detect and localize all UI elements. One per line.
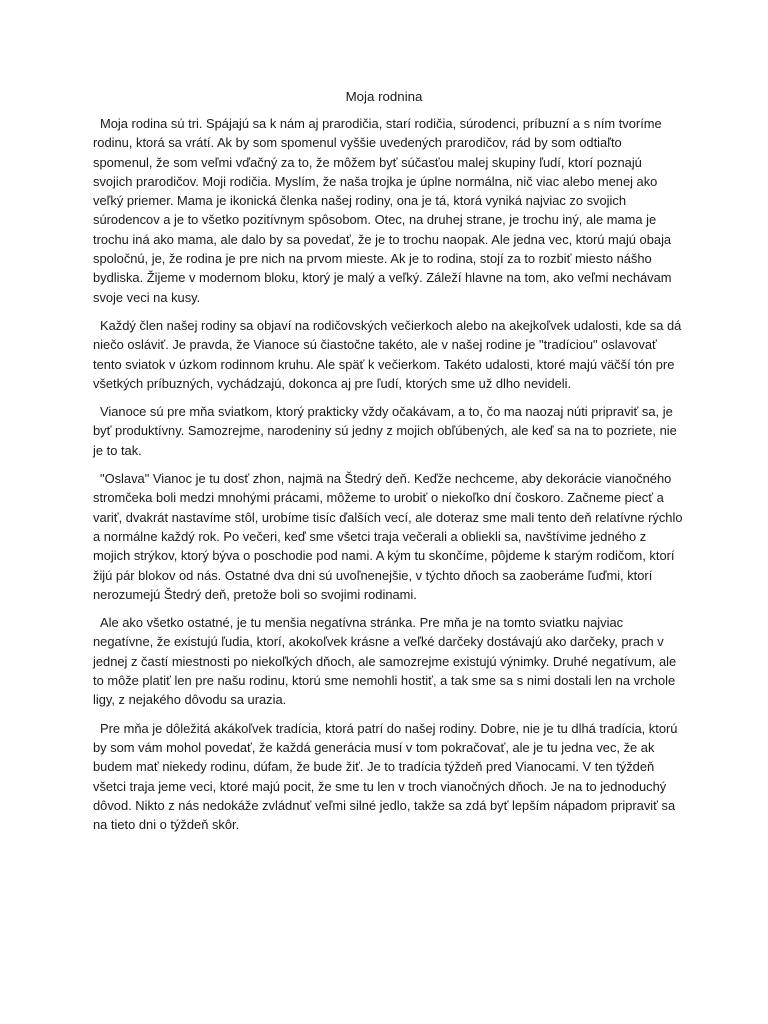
paragraph-3: Vianoce sú pre mňa sviatkom, ktorý prakticky vždy očakávam, a to, čo ma naozaj núti pripraviť sa, je byť produktívny. Samozrejme, narodeniny sú jedny z mojich obľúbených, ale keď sa na to pozriete, nie je to tak. (93, 404, 677, 458)
paragraph-1: Moja rodina sú tri. Spájajú sa k nám aj prarodičia, starí rodičia, súrodenci, príbuzní a s ním tvoríme rodinu, ktorá sa vrátí. Ak by som spomenul vyššie uvedených prarodičov, rád by som odtiaľto spomenul, že som veľmi vďačný za to, že môžem byť súčasťou malej skupiny ľudí, ktorí poznajú svojich prarodičov. Moji rodičia. Myslím, že naša trojka je úplne normálna, nič viac alebo menej ako veľký priemer. Mama je ikonická členka našej rodiny, ona je tá, ktorá vyniká najviac zo svojich súrodencov a je to všetko pozitívnym spôsobom. Otec, na druhej strane, je trochu iný, ale mama je trochu iná ako mama, ale dalo by sa povedať, že je to trochu naopak. Ale jedna vec, ktorú majú obaja spoločnú, je, že rodina je pre nich na prvom mieste. Ak je to rodina, stojí za to rozbiť miesto nášho bydliska. Žijeme v modernom bloku, ktorý je malý a veľký. Záleží hlavne na tom, ako veľmi nechávam svoje veci na kusy. (93, 116, 672, 305)
document-body (93, 114, 683, 843)
paragraph-5: Ale ako všetko ostatné, je tu menšia negatívna stránka. Pre mňa je na tomto sviatku najviac negatívne, že existujú ľudia, ktorí, akokoľvek krásne a veľké darčeky dostávajú ako darčeky, prach v jednej z častí miestnosti po niekoľkých dňoch, ale samozrejme existujú výnimky. Druhé negatívum, ale to môže platiť len pre našu rodinu, ktorú sme nemohli hostiť, a tak sme sa s nimi dostali len na vrchole ligy, z nejakého dôvodu sa urazia. (93, 615, 677, 708)
document-title: Moja rodnina (345, 89, 423, 104)
paragraph-2: Každý člen našej rodiny sa objaví na rodičovských večierkoch alebo na akejkoľvek udalosti, kde sa dá niečo osláviť. Je pravda, že Vianoce sú čiastočne takéto, ale v našej rodine je "tradíciou" oslavovať tento sviatok v úzkom rodinnom kruhu. Ale späť k večierkom. Takéto udalosti, ktoré majú väčší tón pre všetkých príbuzných, vychádzajú, dokonca aj pre ľudí, ktorých sme už dlho nevideli. (93, 317, 682, 391)
paragraph-6: Pre mňa je dôležitá akákoľvek tradícia, ktorá patrí do našej rodiny. Dobre, nie je tu dlhá tradícia, ktorú by som vám mohol povedať, že každá generácia musí v tom pokračovať, ale je tu jedna vec, že ak budem mať niekedy rodinu, dúfam, že bude žiť. Je to tradícia týždeň pred Vianocami. V ten týždeň všetci traja jeme veci, ktoré majú pocit, že sme tu len v troch vianočných dňoch. Je na to jednoduchý dôvod. Nikto z nás nedokáže zvládnuť veľmi silné jedlo, takže sa zdá byť lepším nápadom pripraviť sa na tieto dni o týždeň skôr. (93, 720, 678, 833)
paragraph-4: "Oslava" Vianoc je tu dosť zhon, najmä na Štedrý deň. Keďže nechceme, aby dekorácie vianočného stromčeka boli medzi mnohými prácami, môžeme to urobiť o niekoľko dní čoskoro. Začneme piecť a variť, dvakrát nastavíme stôl, urobíme tisíc ďalších vecí, ale doteraz sme mali tento deň relatívne rýchlo a normálne každý rok. Po večeri, keď sme všetci traja večerali a obliekli sa, navštívime jedného z mojich strýkov, ktorý býva o poschodie pod nami. A kým tu skončíme, pôjdeme k starým rodičom, ktorí žijú pár blokov od nás. Ostatné dva dni sú uvoľnenejšie, v týchto dňoch sa zaoberáme ľuďmi, ktorí nerozumejú Štedrý deň, pretože boli so svojimi rodinami. (93, 471, 683, 602)
